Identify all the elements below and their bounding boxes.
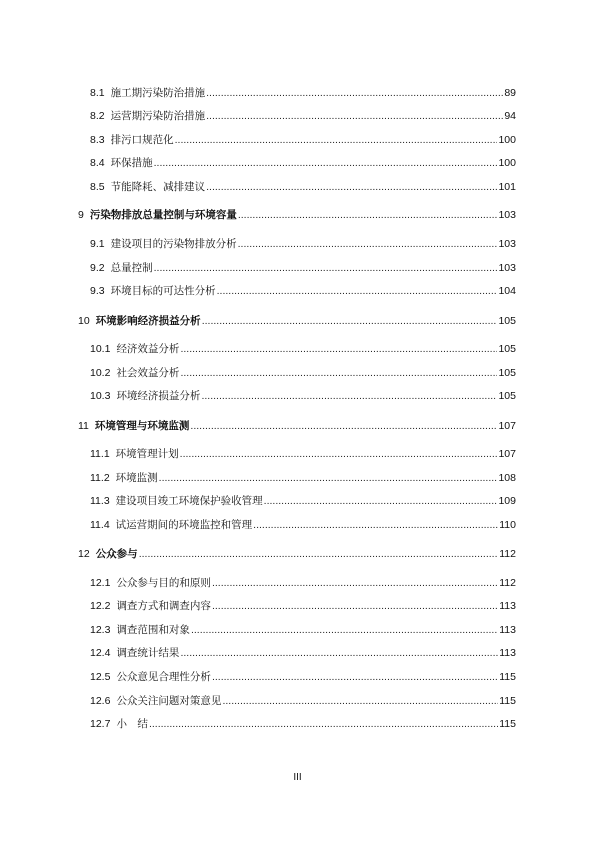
toc-entry-page: 94 <box>504 110 516 122</box>
toc-entry-title: 环境管理计划 <box>115 448 179 460</box>
toc-entry-page: 108 <box>498 472 516 484</box>
toc-chapter-10[interactable] <box>78 314 516 328</box>
dot-leader <box>212 600 498 613</box>
toc-entry-number: 9.3 <box>90 285 105 297</box>
toc-entry-number: 12.6 <box>90 695 111 707</box>
toc-entry-number: 12.1 <box>90 577 111 589</box>
dot-leader <box>238 238 498 251</box>
toc-entry-11-2[interactable] <box>90 471 516 485</box>
toc-entry-title: 经济效益分析 <box>116 343 180 355</box>
toc-chapter-page: 103 <box>498 209 516 221</box>
toc-entry-page: 113 <box>499 600 516 612</box>
toc-entry-title: 施工期污染防治措施 <box>110 87 206 99</box>
toc-entry-9-3[interactable] <box>90 284 516 298</box>
dot-leader <box>201 390 497 403</box>
toc-entry-title: 环境监测 <box>115 472 158 484</box>
dot-leader <box>180 343 497 356</box>
toc-entry-8-1[interactable] <box>90 86 516 100</box>
dot-leader <box>154 157 498 170</box>
toc-entry-title: 节能降耗、减排建议 <box>110 181 206 193</box>
toc-entry-title: 调查方式和调查内容 <box>116 600 211 612</box>
dot-leader <box>253 519 498 532</box>
toc-entry-number: 10.1 <box>90 343 111 355</box>
dot-leader <box>180 647 498 660</box>
toc-entry-number: 12.4 <box>90 647 111 659</box>
toc-entry-number: 8.5 <box>90 181 105 193</box>
toc-entry-10-2[interactable] <box>90 366 516 380</box>
toc-entry-page: 109 <box>498 495 516 507</box>
dot-leader <box>206 110 503 123</box>
toc-entry-page: 101 <box>498 181 516 193</box>
toc-chapter-9[interactable] <box>78 208 516 222</box>
toc-entry-10-3[interactable] <box>90 389 516 403</box>
toc-entry-11-3[interactable] <box>90 494 516 508</box>
toc-entry-page: 107 <box>498 448 516 460</box>
toc-entry-page: 110 <box>499 519 516 531</box>
toc-entry-number: 8.3 <box>90 134 105 146</box>
dot-leader <box>212 671 498 684</box>
toc-entry-number: 9.1 <box>90 238 105 250</box>
toc-entry-number: 12.3 <box>90 624 111 636</box>
toc-entry-page: 103 <box>498 238 516 250</box>
toc-chapter-page: 107 <box>498 420 516 432</box>
toc-entry-page: 105 <box>498 390 516 402</box>
dot-leader <box>191 624 498 637</box>
toc-chapter-number: 9 <box>78 209 84 221</box>
toc-entry-number: 11.4 <box>90 519 110 531</box>
toc-entry-title: 建设项目的污染物排放分析 <box>110 238 237 250</box>
toc-entry-title: 环境目标的可达性分析 <box>110 285 216 297</box>
toc-entry-title: 环境经济损益分析 <box>116 390 201 402</box>
dot-leader <box>149 718 498 731</box>
toc-entry-number: 12.2 <box>90 600 111 612</box>
toc-entry-page: 112 <box>499 577 516 589</box>
toc-chapter-page: 112 <box>499 548 516 560</box>
dot-leader <box>180 367 497 380</box>
toc-entry-number: 8.4 <box>90 157 105 169</box>
toc-entry-title: 建设项目竣工环境保护验收管理 <box>115 495 263 507</box>
toc-entry-page: 113 <box>499 624 516 636</box>
toc-chapter-12[interactable] <box>78 547 516 561</box>
dot-leader <box>139 548 499 561</box>
toc-entry-9-1[interactable] <box>90 237 516 251</box>
toc-entry-page: 105 <box>498 343 516 355</box>
toc-entry-number: 9.2 <box>90 262 105 274</box>
toc-entry-number: 8.1 <box>90 87 105 99</box>
dot-leader <box>217 285 498 298</box>
toc-entry-title: 公众参与目的和原则 <box>116 577 211 589</box>
toc-entry-page: 105 <box>498 367 516 379</box>
toc-entry-number: 10.2 <box>90 367 111 379</box>
dot-leader <box>180 448 498 461</box>
toc-entry-title: 调查范围和对象 <box>116 624 190 636</box>
toc-entry-number: 11.3 <box>90 495 110 507</box>
toc-entry-page: 113 <box>499 647 516 659</box>
toc-entry-page: 100 <box>498 134 516 146</box>
page-number: III <box>293 772 302 783</box>
toc-entry-12-5[interactable] <box>90 670 516 684</box>
toc-entry-title: 排污口规范化 <box>110 134 174 146</box>
toc-entry-title: 公众意见合理性分析 <box>116 671 211 683</box>
toc-entry-page: 115 <box>499 671 516 683</box>
toc-chapter-number: 11 <box>78 420 89 432</box>
toc-entry-8-2[interactable] <box>90 109 516 123</box>
dot-leader <box>154 262 498 275</box>
toc-entry-11-4[interactable] <box>90 518 516 532</box>
toc-chapter-title: 环境管理与环境监测 <box>94 420 190 432</box>
toc-entry-12-7[interactable] <box>90 717 516 731</box>
toc-entry-number: 8.2 <box>90 110 105 122</box>
toc-entry-page: 89 <box>504 87 516 99</box>
toc-entry-12-2[interactable] <box>90 599 516 613</box>
dot-leader <box>238 209 498 222</box>
dot-leader <box>190 420 497 433</box>
toc-entry-title: 环保措施 <box>110 157 153 169</box>
toc-entry-12-1[interactable] <box>90 576 516 590</box>
dot-leader <box>206 87 503 100</box>
toc-entry-number: 10.3 <box>90 390 111 402</box>
dot-leader <box>212 577 498 590</box>
dot-leader <box>202 315 498 328</box>
toc-entry-number: 12.7 <box>90 718 111 730</box>
toc-entry-page: 100 <box>498 157 516 169</box>
toc-entry-12-4[interactable] <box>90 646 516 660</box>
toc-entry-10-1[interactable] <box>90 342 516 356</box>
toc-chapter-title: 公众参与 <box>95 548 138 560</box>
toc-chapter-11[interactable] <box>78 419 516 433</box>
toc-chapter-title: 污染物排放总量控制与环境容量 <box>89 209 237 221</box>
toc-chapter-number: 10 <box>78 315 90 327</box>
toc-entry-title: 公众关注问题对策意见 <box>116 695 222 707</box>
toc-entry-title: 总量控制 <box>110 262 153 274</box>
toc-entry-9-2[interactable] <box>90 261 516 275</box>
toc-chapter-title: 环境影响经济损益分析 <box>95 315 201 327</box>
toc-entry-12-3[interactable] <box>90 623 516 637</box>
toc-entry-title: 调查统计结果 <box>116 647 180 659</box>
toc-entry-8-3[interactable] <box>90 133 516 147</box>
toc-entry-8-5[interactable] <box>90 180 516 194</box>
toc-entry-page: 115 <box>499 695 516 707</box>
dot-leader <box>222 695 498 708</box>
toc-entry-page: 104 <box>498 285 516 297</box>
toc-entry-title: 小 结 <box>116 718 148 730</box>
toc-entry-page: 115 <box>499 718 516 730</box>
toc-entry-page: 103 <box>498 262 516 274</box>
toc-entry-12-6[interactable] <box>90 694 516 708</box>
dot-leader <box>159 472 498 485</box>
toc-entry-11-1[interactable] <box>90 447 516 461</box>
dot-leader <box>264 495 498 508</box>
dot-leader <box>175 134 498 147</box>
toc-entry-title: 运营期污染防治措施 <box>110 110 206 122</box>
toc-entry-title: 社会效益分析 <box>116 367 180 379</box>
toc-entry-number: 11.1 <box>90 448 110 460</box>
dot-leader <box>206 181 497 194</box>
toc-chapter-number: 12 <box>78 548 90 560</box>
toc-entry-title: 试运营期间的环境监控和管理 <box>115 519 253 531</box>
toc-entry-number: 11.2 <box>90 472 110 484</box>
toc-entry-8-4[interactable] <box>90 156 516 170</box>
toc-entry-number: 12.5 <box>90 671 111 683</box>
toc-chapter-page: 105 <box>498 315 516 327</box>
